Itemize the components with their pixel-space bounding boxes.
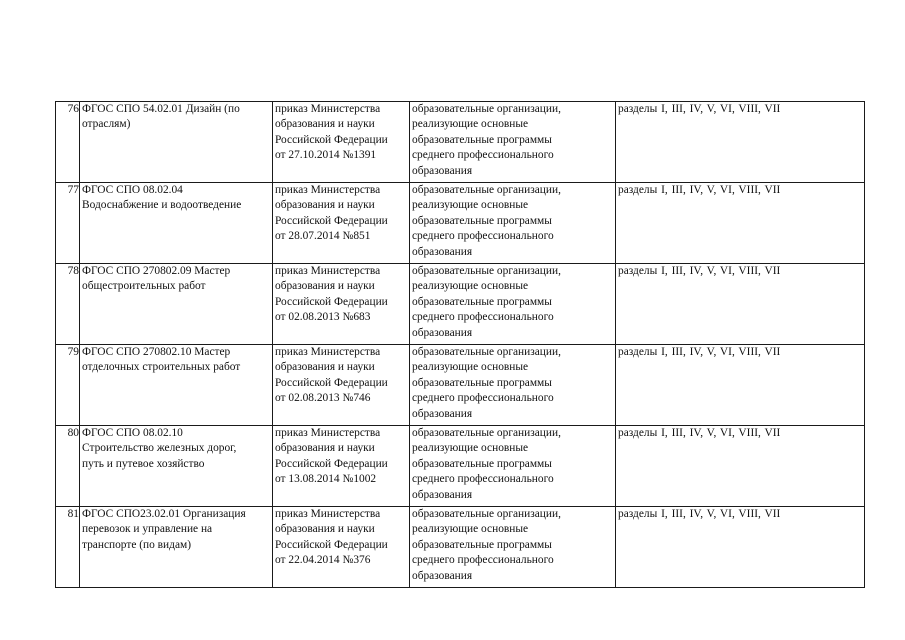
approval-order-line: приказ Министерства — [275, 265, 381, 277]
row-number: 76 — [56, 102, 80, 183]
approval-order-line: Российской Федерации — [275, 538, 388, 551]
approval-order-line: Российской Федерации — [275, 133, 388, 146]
organizations-line: реализующие основные — [412, 442, 529, 455]
organizations-line: образования — [412, 407, 473, 420]
approval-order-line: приказ Министерства — [275, 184, 381, 196]
organizations-line: образования — [412, 569, 473, 582]
organizations-line: образования — [412, 164, 473, 177]
document-name-line: Водоснабжение и водоотведение — [82, 199, 242, 212]
organizations-line: среднего профессионального — [412, 473, 554, 486]
organizations-line: образования — [412, 326, 473, 339]
table-row — [56, 183, 865, 264]
approval-order-cell — [273, 345, 410, 426]
approval-order-line: образования и науки — [275, 442, 375, 455]
sections-text: разделы I, III, IV, V, VI, VIII, VII — [618, 508, 781, 520]
organizations-line: образовательные программы — [412, 133, 552, 146]
sections-cell — [616, 507, 865, 588]
document-name-cell — [80, 507, 273, 588]
document-name-line: ФГОС СПО 270802.10 Мастер — [82, 346, 231, 358]
document-name-line: ФГОС СПО 08.02.04 — [82, 184, 183, 196]
organizations-line: образовательные организации, — [412, 346, 561, 358]
sections-cell — [616, 102, 865, 183]
approval-order-line: образования и науки — [275, 361, 375, 374]
approval-order-cell — [273, 264, 410, 345]
document-name-line: общестроительных работ — [82, 280, 206, 293]
approval-order-line: Российской Федерации — [275, 214, 388, 227]
approval-order-line: от 22.04.2014 №376 — [275, 554, 371, 567]
organizations-cell — [410, 264, 616, 345]
document-name-cell — [80, 345, 273, 426]
organizations-line: образовательные программы — [412, 538, 552, 551]
standards-table — [55, 101, 865, 588]
approval-order-line: образования и науки — [275, 280, 375, 293]
approval-order-line: Российской Федерации — [275, 376, 388, 389]
organizations-line: образовательные организации, — [412, 265, 561, 277]
row-number: 81 — [56, 507, 80, 588]
organizations-line: образовательные программы — [412, 214, 552, 227]
organizations-line: образовательные программы — [412, 295, 552, 308]
table-row — [56, 345, 865, 426]
organizations-line: образовательные организации, — [412, 184, 561, 196]
organizations-cell — [410, 426, 616, 507]
approval-order-cell — [273, 183, 410, 264]
organizations-line: реализующие основные — [412, 199, 529, 212]
document-name-line: ФГОС СПО23.02.01 Организация — [82, 508, 246, 520]
document-name-cell — [80, 264, 273, 345]
approval-order-cell — [273, 102, 410, 183]
organizations-line: образования — [412, 245, 473, 258]
organizations-line: реализующие основные — [412, 361, 529, 374]
document-name-line: Строительство железных дорог, — [82, 442, 237, 455]
sections-cell — [616, 426, 865, 507]
approval-order-line: образования и науки — [275, 118, 375, 131]
approval-order-line: от 27.10.2014 №1391 — [275, 149, 377, 162]
sections-text: разделы I, III, IV, V, VI, VIII, VII — [618, 427, 781, 439]
document-name-cell — [80, 102, 273, 183]
table-row — [56, 507, 865, 588]
organizations-cell — [410, 102, 616, 183]
organizations-line: образовательные программы — [412, 376, 552, 389]
organizations-line: среднего профессионального — [412, 392, 554, 405]
approval-order-line: от 28.07.2014 №851 — [275, 230, 371, 243]
sections-cell — [616, 264, 865, 345]
document-name-line: перевозок и управление на — [82, 523, 213, 536]
organizations-line: реализующие основные — [412, 118, 529, 131]
approval-order-cell — [273, 507, 410, 588]
row-number: 80 — [56, 426, 80, 507]
approval-order-cell — [273, 426, 410, 507]
organizations-line: реализующие основные — [412, 280, 529, 293]
document-name-line: отделочных строительных работ — [82, 361, 241, 374]
approval-order-line: от 02.08.2013 №746 — [275, 392, 371, 405]
approval-order-line: от 13.08.2014 №1002 — [275, 473, 377, 486]
organizations-line: образовательные программы — [412, 457, 552, 470]
organizations-cell — [410, 345, 616, 426]
document-name-line: транспорте (по видам) — [82, 538, 191, 551]
row-number: 78 — [56, 264, 80, 345]
approval-order-line: приказ Министерства — [275, 508, 381, 520]
organizations-line: среднего профессионального — [412, 149, 554, 162]
sections-cell — [616, 183, 865, 264]
approval-order-line: приказ Министерства — [275, 103, 381, 115]
approval-order-line: образования и науки — [275, 523, 375, 536]
row-number: 77 — [56, 183, 80, 264]
document-name-line: ФГОС СПО 54.02.01 Дизайн (по — [82, 103, 240, 115]
sections-text: разделы I, III, IV, V, VI, VIII, VII — [618, 103, 781, 115]
organizations-line: образовательные организации, — [412, 103, 561, 115]
organizations-line: образования — [412, 488, 473, 501]
document-name-line: ФГОС СПО 08.02.10 — [82, 427, 183, 439]
organizations-line: образовательные организации, — [412, 508, 561, 520]
organizations-line: реализующие основные — [412, 523, 529, 536]
row-number: 79 — [56, 345, 80, 426]
document-name-cell — [80, 183, 273, 264]
sections-text: разделы I, III, IV, V, VI, VIII, VII — [618, 265, 781, 277]
document-name-line: ФГОС СПО 270802.09 Мастер — [82, 265, 231, 277]
organizations-line: среднего профессионального — [412, 554, 554, 567]
approval-order-line: приказ Министерства — [275, 427, 381, 439]
approval-order-line: приказ Министерства — [275, 346, 381, 358]
approval-order-line: от 02.08.2013 №683 — [275, 311, 371, 324]
document-name-line: путь и путевое хозяйство — [82, 457, 205, 470]
sections-cell — [616, 345, 865, 426]
table-row — [56, 102, 865, 183]
document-name-cell — [80, 426, 273, 507]
approval-order-line: образования и науки — [275, 199, 375, 212]
table-row — [56, 264, 865, 345]
organizations-line: среднего профессионального — [412, 311, 554, 324]
organizations-cell — [410, 183, 616, 264]
organizations-line: среднего профессионального — [412, 230, 554, 243]
document-name-line: отраслям) — [82, 118, 131, 131]
organizations-line: образовательные организации, — [412, 427, 561, 439]
sections-text: разделы I, III, IV, V, VI, VIII, VII — [618, 184, 781, 196]
sections-text: разделы I, III, IV, V, VI, VIII, VII — [618, 346, 781, 358]
approval-order-line: Российской Федерации — [275, 295, 388, 308]
approval-order-line: Российской Федерации — [275, 457, 388, 470]
organizations-cell — [410, 507, 616, 588]
table-row — [56, 426, 865, 507]
